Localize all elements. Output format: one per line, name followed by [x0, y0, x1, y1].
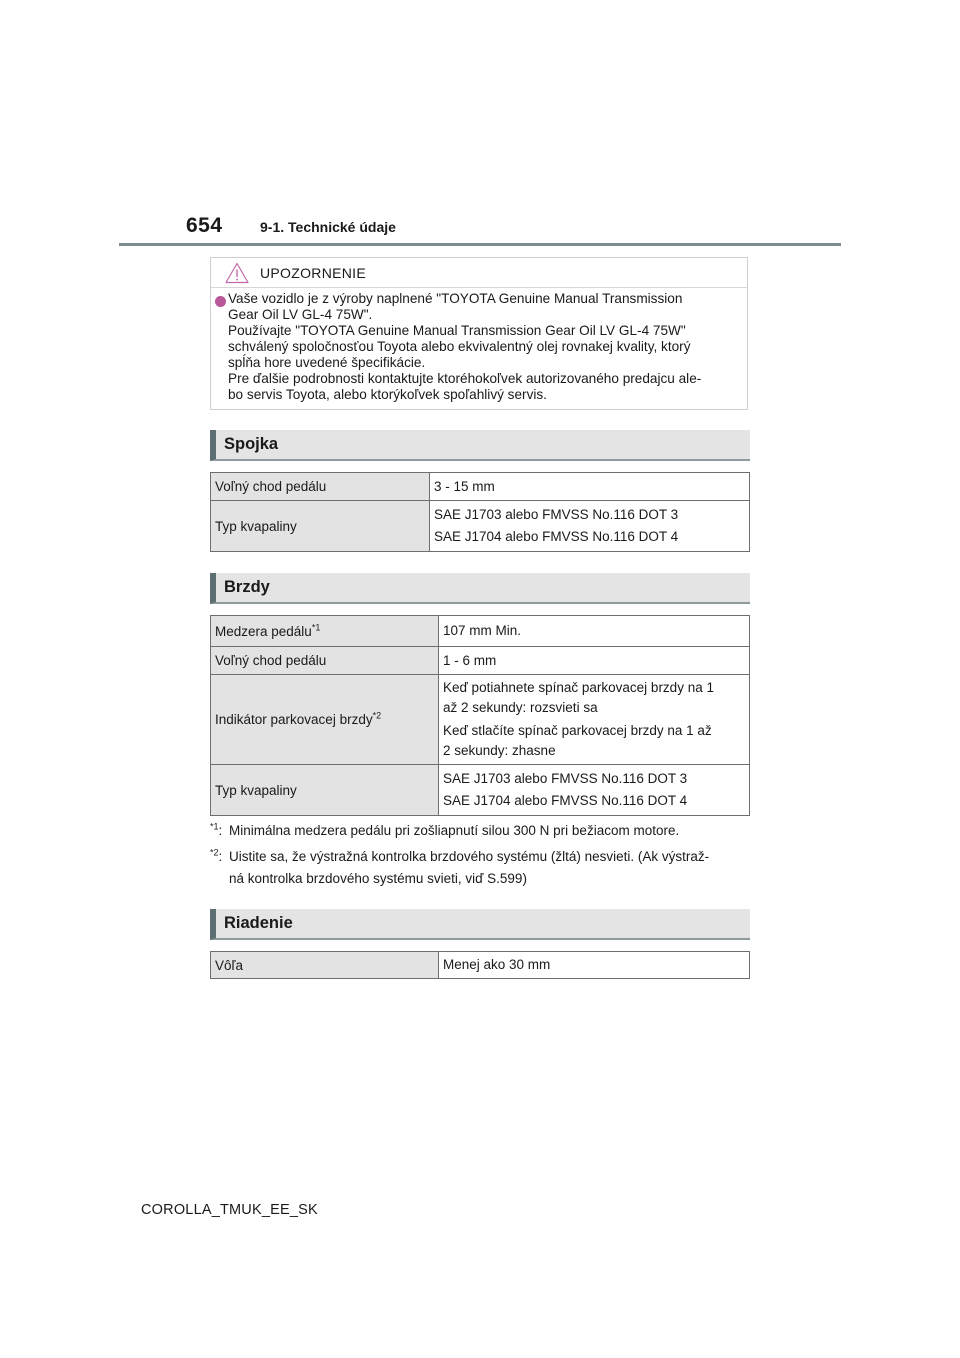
- table-value-line: SAE J1704 alebo FMVSS No.116 DOT 4: [443, 793, 688, 808]
- caution-header: [211, 258, 747, 288]
- table-row: [211, 501, 750, 552]
- footer-code: COROLLA_TMUK_EE_SK: [141, 1202, 318, 1218]
- caution-box: [210, 257, 748, 410]
- table-value-line: 107 mm Min.: [443, 623, 522, 638]
- table-value-line: SAE J1703 alebo FMVSS No.116 DOT 3: [434, 507, 679, 522]
- table-value-cell: [430, 501, 750, 552]
- clutch-heading-text: Spojka: [224, 435, 279, 453]
- table-value-line: SAE J1704 alebo FMVSS No.116 DOT 4: [434, 529, 679, 544]
- table-label-cell: [211, 675, 439, 765]
- table-label-cell: Vôľa: [211, 952, 439, 979]
- caution-body: [211, 288, 747, 403]
- table-value-line: 2 sekundy: zhasne: [443, 743, 556, 758]
- table-value-line: 1 - 6 mm: [443, 652, 497, 668]
- caution-title: UPOZORNENIE: [260, 265, 366, 281]
- footnote-1: [210, 820, 750, 842]
- caution-line: Gear Oil LV GL-4 75W".: [228, 307, 373, 322]
- steering-heading-text: Riadenie: [224, 914, 293, 932]
- table-label-cell: Typ kvapaliny: [211, 501, 430, 552]
- table-value-cell: [439, 647, 750, 675]
- table-label-cell: Typ kvapaliny: [211, 765, 439, 816]
- table-value-line: až 2 sekundy: rozsvieti sa: [443, 700, 598, 715]
- caution-line: Používajte "TOYOTA Genuine Manual Transmission Gear Oil LV GL-4 75W": [228, 323, 686, 338]
- table-value-cell: [439, 765, 750, 816]
- table-label-text: Medzera pedálu: [215, 623, 312, 639]
- warning-triangle-icon: [225, 262, 249, 284]
- footnote-text: Minimálna medzera pedálu pri zošliapnutí silou 300 N pri bežiacom motore.: [229, 823, 680, 838]
- caution-line: bo servis Toyota, alebo ktorýkoľvek spoľahlivý servis.: [228, 387, 547, 402]
- table-row: [211, 675, 750, 765]
- caution-line: spĺňa hore uvedené špecifikácie.: [228, 355, 426, 370]
- brakes-heading-text: Brzdy: [224, 578, 270, 596]
- table-row: [211, 616, 750, 647]
- footnote-text: Uistite sa, že výstražná kontrolka brzdového systému (žltá) nesvieti. (Ak výstraž-: [229, 849, 710, 864]
- table-value-cell: [430, 473, 750, 501]
- steering-table: [210, 951, 750, 979]
- page-number: 654: [186, 214, 223, 237]
- caution-line: schválený spoločnosťou Toyota alebo ekvivalentný olej rovnakej kvality, ktorý: [228, 339, 691, 354]
- footnote-ref: *2: [372, 710, 382, 721]
- table-value-cell: [439, 616, 750, 647]
- table-value-line: Menej ako 30 mm: [443, 957, 551, 972]
- table-label-cell: Voľný chod pedálu: [211, 647, 439, 675]
- header-divider: [119, 243, 841, 246]
- footnote-ref: *1: [311, 622, 321, 632]
- table-value-line: Keď potiahnete spínač parkovacej brzdy na 1: [443, 680, 714, 695]
- bullet-icon: [215, 296, 226, 307]
- table-value-line: SAE J1703 alebo FMVSS No.116 DOT 3: [443, 771, 688, 786]
- table-label-cell: Voľný chod pedálu: [211, 473, 430, 501]
- clutch-heading: [210, 430, 750, 461]
- clutch-table: [210, 472, 750, 552]
- table-row: [211, 765, 750, 816]
- caution-line: Pre ďalšie podrobnosti kontaktujte ktoréhokoľvek autorizovaného predajcu ale-: [228, 371, 702, 386]
- table-label-text: Indikátor parkovacej brzdy: [215, 712, 373, 727]
- brakes-table: [210, 615, 750, 816]
- table-value-cell: [439, 675, 750, 765]
- steering-heading: [210, 909, 750, 940]
- footnote-mark: $^{*1}$:: [210, 821, 223, 838]
- table-row: [211, 647, 750, 675]
- table-row: [211, 952, 750, 979]
- table-value-cell: [439, 952, 750, 979]
- brakes-heading: [210, 573, 750, 604]
- footnote-mark: $^{*2}$:: [210, 847, 223, 864]
- caution-line: Vaše vozidlo je z výroby naplnené "TOYOTA Genuine Manual Transmission: [228, 291, 683, 306]
- footnote-2: [210, 846, 750, 890]
- table-value-line: 3 - 15 mm: [434, 478, 495, 494]
- table-row: [211, 473, 750, 501]
- footnote-text: ná kontrolka brzdového systému svieti, viď S.599): [229, 871, 527, 886]
- section-title: 9-1. Technické údaje: [260, 219, 396, 235]
- table-label-cell: [211, 616, 439, 647]
- table-value-line: Keď stlačíte spínač parkovacej brzdy na 1 až: [443, 723, 712, 738]
